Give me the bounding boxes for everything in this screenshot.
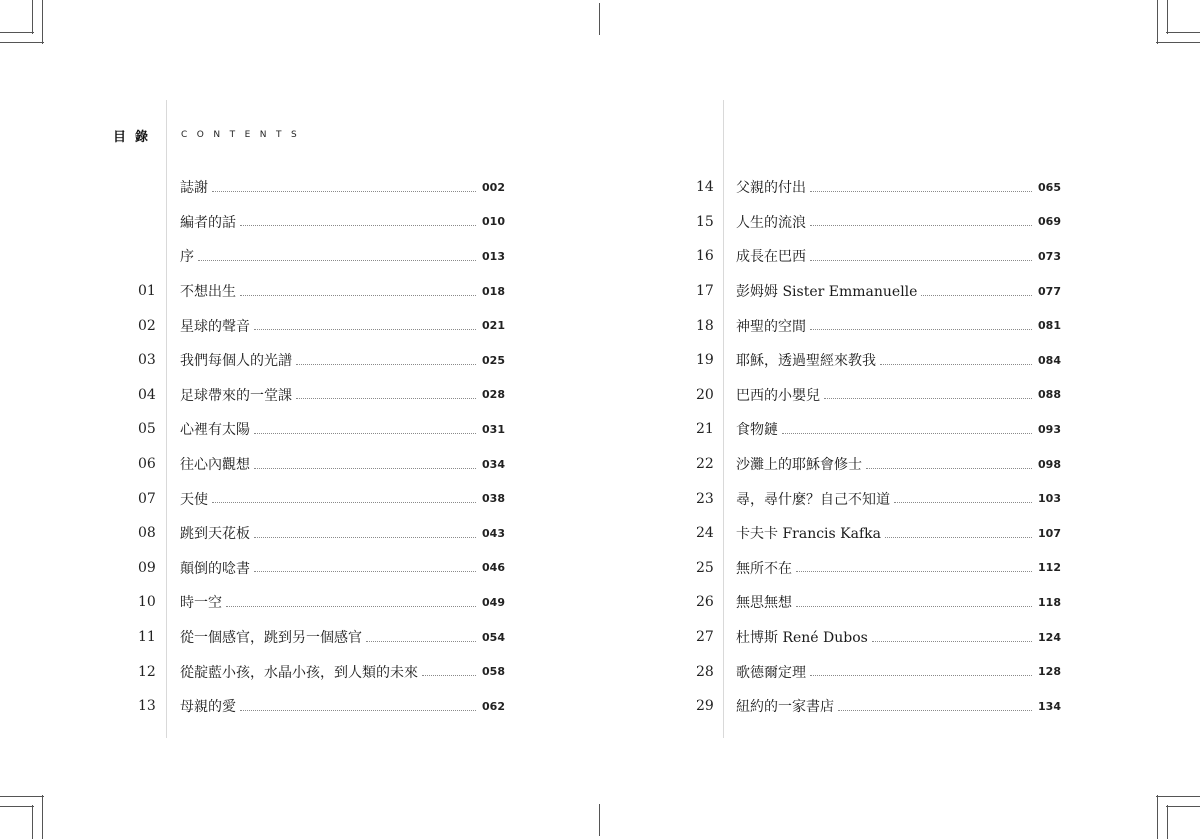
chapter-number: 13 (138, 698, 156, 715)
toc-entry[interactable] (130, 239, 505, 274)
chapter-title: 不想出生 (180, 284, 236, 301)
dot-leader (254, 571, 476, 572)
dot-leader (296, 364, 476, 365)
page-number: 062 (482, 699, 505, 713)
toc-entry[interactable] (130, 654, 505, 689)
chapter-number: 18 (696, 317, 714, 334)
crop-mark (42, 0, 43, 44)
page-number: 025 (482, 353, 505, 367)
chapter-title: 成長在巴西 (736, 249, 806, 266)
chapter-number: 08 (138, 525, 156, 542)
toc-entry[interactable] (130, 481, 505, 516)
toc-entry[interactable] (130, 516, 505, 551)
page-number: 118 (1038, 595, 1061, 609)
toc-entry[interactable] (686, 412, 1061, 447)
chapter-number: 02 (138, 317, 156, 334)
dot-leader (240, 710, 476, 711)
toc-right-column (686, 170, 1061, 724)
crop-mark (599, 804, 600, 836)
chapter-number: 19 (696, 352, 714, 369)
toc-entry[interactable] (686, 689, 1061, 724)
chapter-title: 杜博斯 René Dubos (736, 630, 868, 647)
chapter-number: 25 (696, 559, 714, 576)
toc-entry[interactable] (686, 654, 1061, 689)
page-number: 081 (1038, 319, 1061, 333)
crop-mark (1166, 32, 1200, 33)
crop-mark (1167, 805, 1168, 839)
page-number: 112 (1038, 561, 1061, 575)
page-number: 098 (1038, 457, 1061, 471)
chapter-number: 23 (696, 490, 714, 507)
dot-leader (810, 260, 1032, 261)
chapter-number: 01 (138, 283, 156, 300)
chapter-title: 卡夫卡 Francis Kafka (736, 526, 881, 543)
page-number: 013 (482, 249, 505, 263)
toc-entry[interactable] (686, 378, 1061, 413)
chapter-number: 22 (696, 456, 714, 473)
crop-mark (0, 806, 34, 807)
chapter-number: 21 (696, 421, 714, 438)
dot-leader (212, 191, 476, 192)
page-number: 088 (1038, 388, 1061, 402)
page-number: 054 (482, 630, 505, 644)
dot-leader (198, 260, 476, 261)
chapter-title: 無思無想 (736, 595, 792, 612)
crop-mark (1167, 0, 1168, 34)
toc-entry[interactable] (686, 274, 1061, 309)
page-number: 073 (1038, 249, 1061, 263)
crop-mark (0, 796, 44, 797)
dot-leader (810, 329, 1032, 330)
page-number: 046 (482, 561, 505, 575)
page-number: 021 (482, 319, 505, 333)
crop-mark (42, 795, 43, 839)
crop-mark (599, 3, 600, 35)
chapter-title: 心裡有太陽 (180, 422, 250, 439)
toc-entry[interactable] (130, 551, 505, 586)
page-number: 028 (482, 388, 505, 402)
toc-entry[interactable] (686, 481, 1061, 516)
chapter-title: 歌德爾定理 (736, 664, 806, 681)
chapter-title: 巴西的小嬰兒 (736, 387, 820, 404)
dot-leader (366, 641, 476, 642)
page-number: 103 (1038, 492, 1061, 506)
crop-mark (32, 0, 33, 34)
dot-leader (782, 433, 1032, 434)
page-number: 077 (1038, 284, 1061, 298)
chapter-number: 06 (138, 456, 156, 473)
chapter-title: 耶穌，透過聖經來教我 (736, 353, 876, 370)
toc-entry[interactable] (130, 689, 505, 724)
toc-entry[interactable] (130, 447, 505, 482)
dot-leader (254, 468, 476, 469)
chapter-number: 07 (138, 490, 156, 507)
chapter-number: 17 (696, 283, 714, 300)
chapter-title: 我們每個人的光譜 (180, 353, 292, 370)
chapter-title: 跳到天花板 (180, 526, 250, 543)
page-number: 038 (482, 492, 505, 506)
chapter-title: 時一空 (180, 595, 222, 612)
chapter-title: 食物鏈 (736, 422, 778, 439)
chapter-title: 從一個感官，跳到另一個感官 (180, 630, 362, 647)
chapter-number: 24 (696, 525, 714, 542)
chapter-title: 天使 (180, 491, 208, 508)
toc-entry[interactable] (686, 620, 1061, 655)
page-number: 018 (482, 284, 505, 298)
dot-leader (254, 433, 476, 434)
dot-leader (885, 537, 1032, 538)
toc-entry[interactable] (686, 205, 1061, 240)
page-number: 043 (482, 526, 505, 540)
toc-entry[interactable] (686, 551, 1061, 586)
dot-leader (866, 468, 1032, 469)
page-number: 065 (1038, 180, 1061, 194)
dot-leader (880, 364, 1032, 365)
dot-leader (226, 606, 476, 607)
dot-leader (810, 675, 1032, 676)
chapter-title: 父親的付出 (736, 180, 806, 197)
chapter-title: 足球帶來的一堂課 (180, 387, 292, 404)
page-number: 134 (1038, 699, 1061, 713)
page-number: 010 (482, 215, 505, 229)
dot-leader (212, 502, 476, 503)
chapter-number: 27 (696, 629, 714, 646)
chapter-title: 星球的聲音 (180, 318, 250, 335)
toc-entry[interactable] (686, 239, 1061, 274)
page-number: 002 (482, 180, 505, 194)
chapter-title: 往心內觀想 (180, 457, 250, 474)
chapter-title: 從靛藍小孩，水晶小孩，到人類的未來 (180, 664, 418, 681)
chapter-number: 29 (696, 698, 714, 715)
chapter-title: 序 (180, 249, 194, 266)
chapter-number: 03 (138, 352, 156, 369)
toc-left-column (130, 170, 505, 724)
toc-entry[interactable] (686, 170, 1061, 205)
dot-leader (254, 329, 476, 330)
chapter-title: 尋，尋什麼？自己不知道 (736, 491, 890, 508)
crop-mark (32, 805, 33, 839)
toc-entry[interactable] (686, 585, 1061, 620)
chapter-title: 沙灘上的耶穌會修士 (736, 457, 862, 474)
toc-entry[interactable] (130, 343, 505, 378)
dot-leader (254, 537, 476, 538)
chapter-number: 09 (138, 559, 156, 576)
chapter-number: 14 (696, 179, 714, 196)
chapter-number: 11 (138, 629, 156, 646)
page-number: 069 (1038, 215, 1061, 229)
dot-leader (894, 502, 1032, 503)
toc-entry[interactable] (686, 447, 1061, 482)
dot-leader (796, 606, 1032, 607)
dot-leader (810, 225, 1032, 226)
page-number: 034 (482, 457, 505, 471)
toc-title-english: CONTENTS (181, 130, 307, 140)
page-number: 084 (1038, 353, 1061, 367)
crop-mark (1156, 42, 1200, 43)
crop-mark (1166, 806, 1200, 807)
chapter-title: 紐約的一家書店 (736, 699, 834, 716)
toc-entry[interactable] (130, 620, 505, 655)
chapter-title: 彭姆姆 Sister Emmanuelle (736, 284, 918, 301)
dot-leader (810, 191, 1032, 192)
page-number: 124 (1038, 630, 1061, 644)
page-number: 031 (482, 422, 505, 436)
dot-leader (240, 225, 476, 226)
chapter-number: 16 (696, 248, 714, 265)
dot-leader (422, 675, 476, 676)
chapter-title: 人生的流浪 (736, 214, 806, 231)
toc-entry[interactable] (130, 205, 505, 240)
dot-leader (838, 710, 1032, 711)
dot-leader (824, 398, 1032, 399)
dot-leader (240, 295, 476, 296)
chapter-title: 顛倒的唸書 (180, 560, 250, 577)
toc-entry[interactable] (130, 308, 505, 343)
crop-mark (1157, 795, 1158, 839)
chapter-number: 04 (138, 386, 156, 403)
toc-entry[interactable] (130, 170, 505, 205)
crop-mark (0, 32, 34, 33)
toc-entry[interactable] (130, 412, 505, 447)
page-number: 128 (1038, 665, 1061, 679)
chapter-number: 20 (696, 386, 714, 403)
toc-entry[interactable] (130, 378, 505, 413)
toc-entry[interactable] (686, 343, 1061, 378)
chapter-number: 10 (138, 594, 156, 611)
toc-entry[interactable] (130, 585, 505, 620)
page-number: 058 (482, 665, 505, 679)
crop-mark (0, 42, 44, 43)
page-number: 049 (482, 595, 505, 609)
toc-entry[interactable] (686, 308, 1061, 343)
chapter-title: 神聖的空間 (736, 318, 806, 335)
chapter-title: 編者的話 (180, 214, 236, 231)
chapter-number: 28 (696, 663, 714, 680)
dot-leader (796, 571, 1032, 572)
page-number: 093 (1038, 422, 1061, 436)
dot-leader (872, 641, 1032, 642)
chapter-number: 05 (138, 421, 156, 438)
crop-mark (1157, 0, 1158, 44)
toc-entry[interactable] (686, 516, 1061, 551)
chapter-title: 無所不在 (736, 560, 792, 577)
chapter-title: 誌謝 (180, 180, 208, 197)
chapter-number: 12 (138, 663, 156, 680)
chapter-number: 15 (696, 213, 714, 230)
dot-leader (921, 295, 1032, 296)
dot-leader (296, 398, 476, 399)
toc-entry[interactable] (130, 274, 505, 309)
toc-title-chinese: 目錄 (113, 130, 158, 145)
page-number: 107 (1038, 526, 1061, 540)
chapter-number: 26 (696, 594, 714, 611)
chapter-title: 母親的愛 (180, 699, 236, 716)
crop-mark (1156, 796, 1200, 797)
